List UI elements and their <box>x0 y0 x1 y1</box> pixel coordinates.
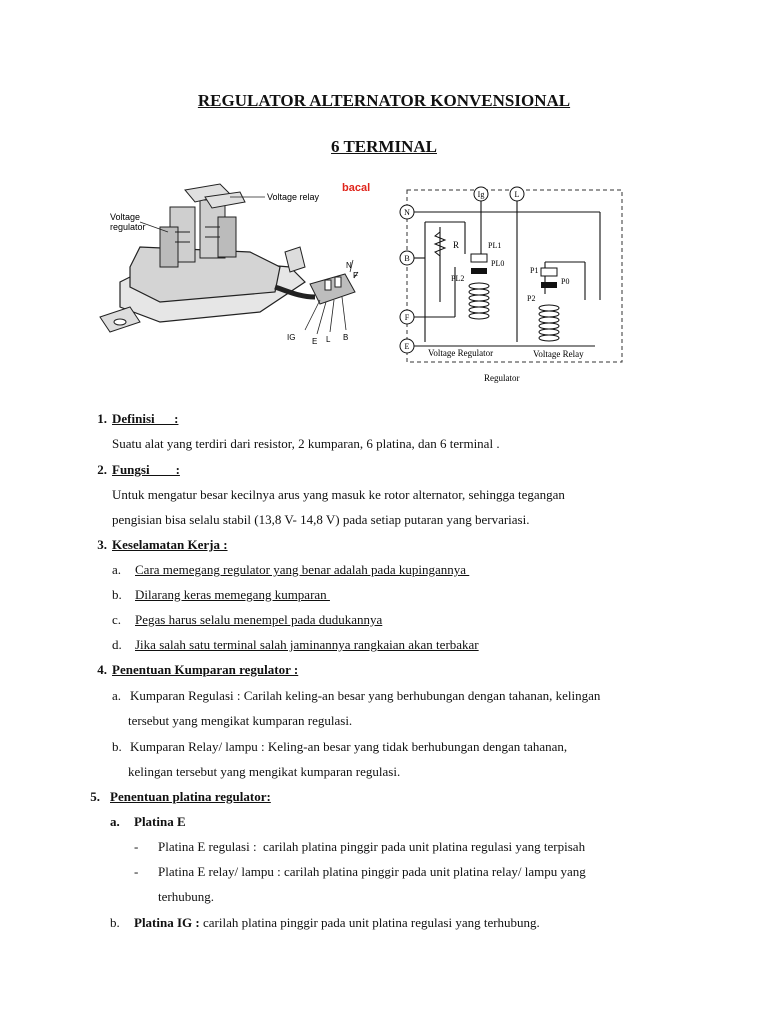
terminal-l-label: L <box>514 190 520 199</box>
terminal-n-label: N <box>404 208 410 217</box>
section-4-number: 4. <box>97 662 107 677</box>
platina-e-relay-text-line2: terhubung. <box>158 889 214 904</box>
section-2-text-line1: Untuk mengatur besar kecilnya arus yang masuk ke rotor alternator, sehingga tegangan <box>112 487 565 502</box>
section-5-b-heading: Platina IG : <box>134 915 200 930</box>
section-5-a-heading: Platina E <box>134 814 186 829</box>
section-4-a-marker: a. <box>112 688 122 703</box>
pin-n-label: N <box>346 261 352 270</box>
page-title <box>0 91 768 111</box>
contact-pl1-label: PL1 <box>488 241 502 250</box>
terminal-ig-label: Ig <box>477 190 485 199</box>
list-item-marker: c. <box>112 612 122 627</box>
section-4-b-text-line1: Kumparan Relay/ lampu : Keling-an besar yang tidak berhubungan dengan tahanan, <box>130 739 568 754</box>
pin-e-label: E <box>312 337 318 346</box>
page-title-text: REGULATOR ALTERNATOR KONVENSIONAL <box>197 91 571 110</box>
pin-l-label: L <box>326 335 331 344</box>
list-item-marker: a. <box>112 562 122 577</box>
voltage-relay-label: Voltage Relay <box>533 349 584 359</box>
section-3-number: 3. <box>97 537 107 552</box>
terminal-f-label: F <box>404 313 410 322</box>
bullet-dash: - <box>134 864 139 879</box>
section-1-number: 1. <box>97 411 107 426</box>
section-5-number: 5. <box>90 789 100 804</box>
section-4-b-marker: b. <box>112 739 122 754</box>
bacal-annotation: bacal <box>342 182 371 194</box>
section-5-b-line <box>134 915 540 931</box>
pin-f-label: F <box>353 271 358 280</box>
voltage-regulator-label: Voltage Regulator <box>428 348 494 358</box>
list-item: Cara memegang regulator yang benar adalah pada kupingannya <box>135 562 470 577</box>
page-subtitle-text: 6 TERMINAL <box>331 137 437 156</box>
pin-b-label: B <box>343 333 349 342</box>
terminal-e-label: E <box>404 342 410 351</box>
list-item-marker: b. <box>112 587 122 602</box>
list-item: Jika salah satu terminal salah jaminannya rangkaian akan terbakar <box>135 637 479 652</box>
section-5-b-marker: b. <box>110 915 120 930</box>
label-voltage-relay: Voltage relay <box>267 192 320 202</box>
list-item: Pegas harus selalu menempel pada dudukannya <box>135 612 383 627</box>
section-4-b-text-line2: kelingan tersebut yang mengikat kumparan regulasi. <box>128 764 401 779</box>
section-1-text: Suatu alat yang terdiri dari resistor, 2 kumparan, 6 platina, dan 6 terminal . <box>112 436 500 451</box>
section-2-heading: Fungsi : <box>112 462 180 477</box>
label-voltage-regulator-line2: regulator <box>110 222 146 232</box>
section-5-a-marker: a. <box>110 814 120 829</box>
regulator-circuit-diagram <box>342 182 635 387</box>
page-subtitle <box>0 137 768 157</box>
contact-pl0-label: PL0 <box>491 259 505 268</box>
diagram-caption: Regulator <box>484 373 520 383</box>
regulator-illustration <box>100 172 370 362</box>
section-1-heading: Definisi : <box>112 411 179 426</box>
section-2-number: 2. <box>97 462 107 477</box>
section-4-heading: Penentuan Kumparan regulator : <box>112 662 299 677</box>
platina-e-relay-text-line1: Platina E relay/ lampu : carilah platina pinggir pada unit platina relay/ lampu yang <box>158 864 586 879</box>
section-2-text-line2: pengisian bisa selalu stabil (13,8 V- 14,8 V) pada setiap putaran yang bervariasi. <box>112 512 530 527</box>
section-4-a-text-line1: Kumparan Regulasi : Carilah keling-an besar yang berhubungan dengan tahanan, kelingan <box>130 688 601 703</box>
platina-e-regulasi-text: Platina E regulasi : carilah platina pinggir pada unit platina regulasi yang terpisah <box>158 839 586 854</box>
terminal-b-label: B <box>404 254 410 263</box>
contact-pl2-label: PL2 <box>451 274 465 283</box>
contact-p1-label: P1 <box>530 266 539 275</box>
contact-p2-label: P2 <box>527 294 536 303</box>
pin-ig-label: IG <box>287 333 296 342</box>
list-item-marker: d. <box>112 637 122 652</box>
section-3-heading: Keselamatan Kerja : <box>112 537 228 552</box>
label-voltage-regulator-line1: Voltage <box>110 212 141 222</box>
resistor-label: R <box>453 240 460 250</box>
section-5-b-text: carilah platina pinggir pada unit platina regulasi yang terhubung. <box>199 915 540 930</box>
contact-p0-label: P0 <box>561 277 570 286</box>
list-item: Dilarang keras memegang kumparan <box>135 587 330 602</box>
bullet-dash: - <box>134 839 139 854</box>
section-5-heading: Penentuan platina regulator: <box>110 789 271 804</box>
section-4-a-text-line2: tersebut yang mengikat kumparan regulasi. <box>128 713 353 728</box>
